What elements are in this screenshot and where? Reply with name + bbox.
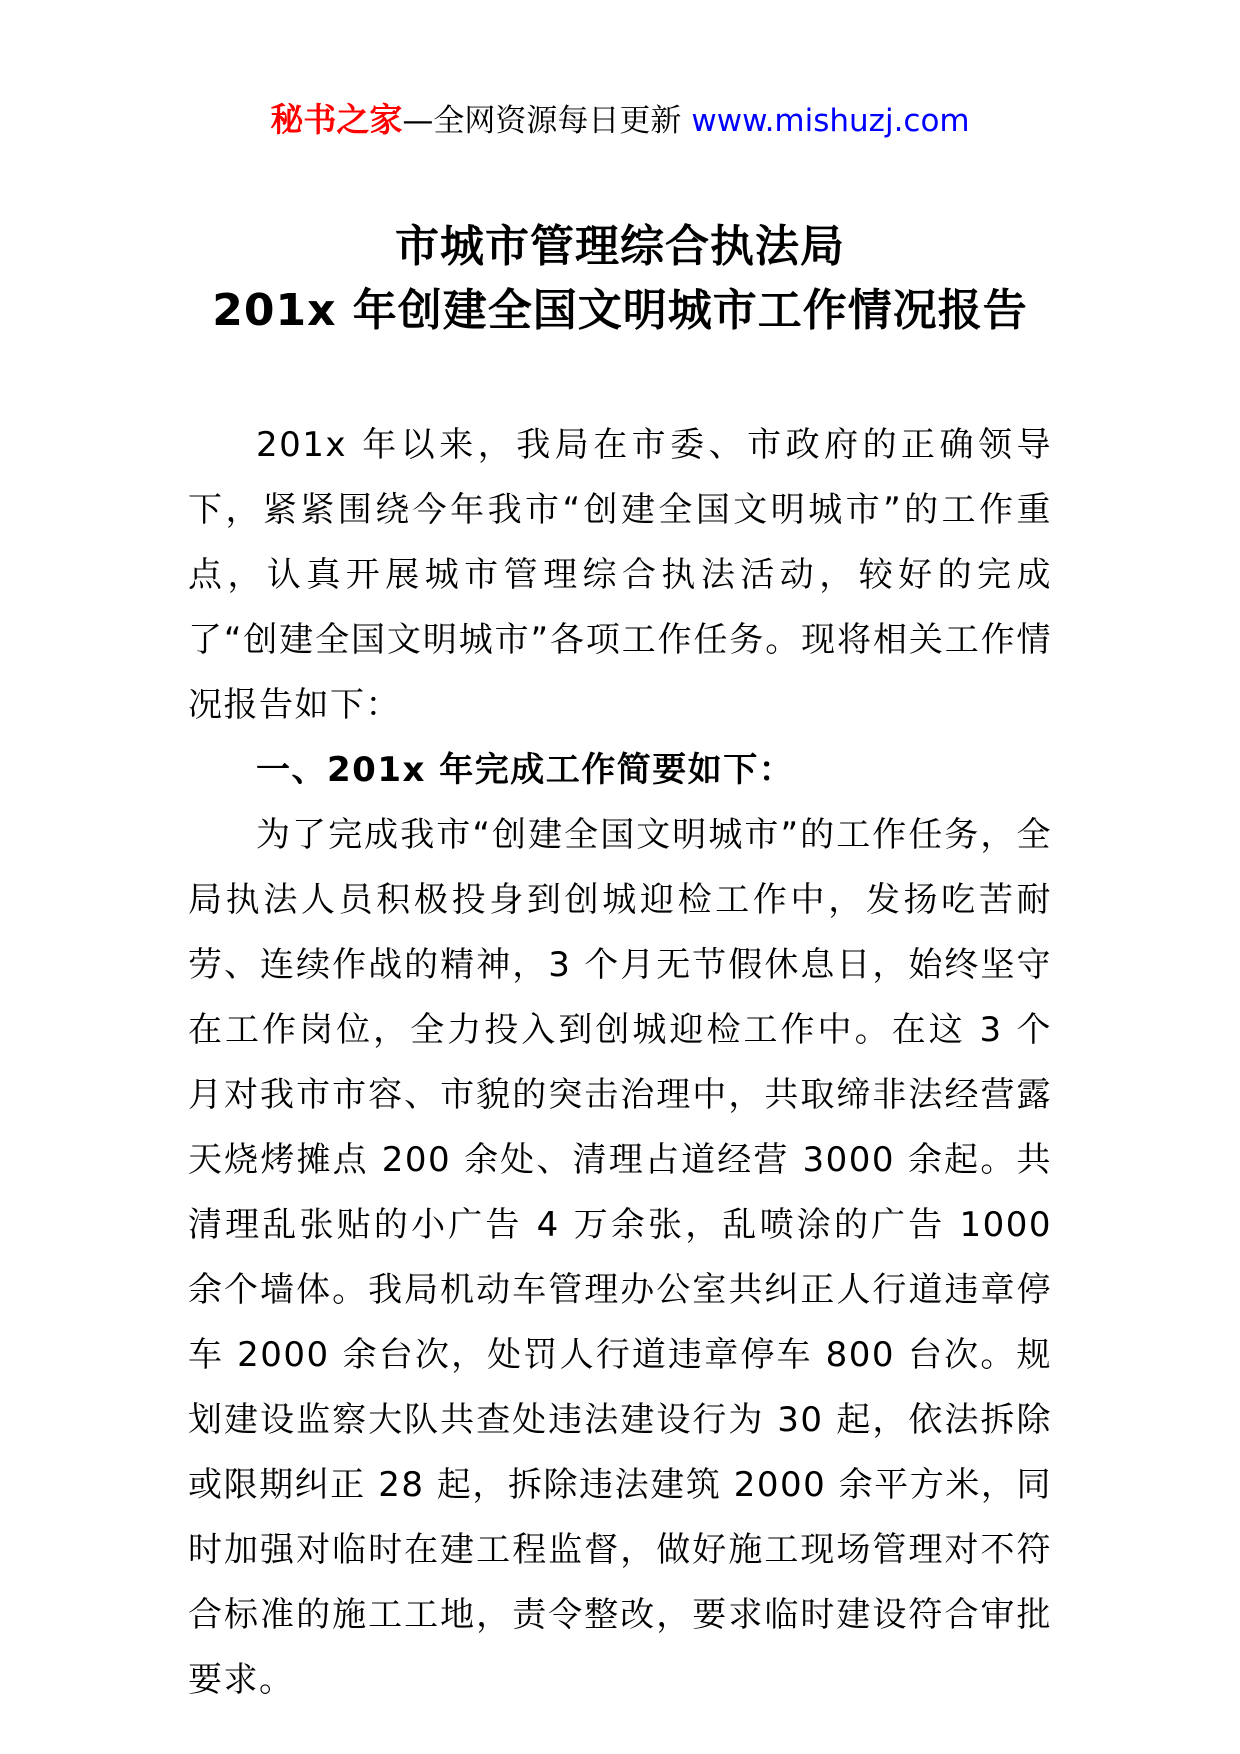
document-body — [188, 413, 1052, 1713]
document-title — [0, 215, 1240, 343]
header-separator: — — [402, 103, 434, 139]
page-header — [0, 100, 1240, 141]
header-tagline: 全网资源每日更新 — [433, 103, 682, 139]
document-title-line1: 市城市管理综合执法局 — [395, 221, 845, 272]
site-name: 秘书之家 — [270, 100, 403, 139]
section-heading-1: 一、201x 年完成工作简要如下： — [256, 750, 795, 790]
body-paragraph-1: 201x 年以来，我局在市委、市政府的正确领导下，紧紧围绕今年我市“创建全国文明城市”的工作重点，认真开展城市管理综合执法活动，较好的完成了“创建全国文明城市”各项工作任务。现将相关工作情况报告如下： — [188, 425, 1052, 725]
body-paragraph-2: 为了完成我市“创建全国文明城市”的工作任务，全局执法人员积极投身到创城迎检工作中，发扬吃苦耐劳、连续作战的精神，3 个月无节假休息日，始终坚守在工作岗位，全力投入到创城迎检工作中。在这 3 个月对我市市容、市貌的突击治理中，共取缔非法经营露天烧烤摊点 200 余处、清理占道经营 3000 余起。共清理乱张贴的小广告 4 万余张，乱喷涂的广告 1000 余个墙体。我局机动车管理办公室共纠正人行道违章停车 2000 余台次，处罚人行道违章停车 800 台次。规划建设监察大队共查处违法建设行为 30 起，依法拆除或限期纠正 28 起，拆除违法建筑 2000 余平方米，同时加强对临时在建工程监督，做好施工现场管理对不符合标准的施工工地，责令整改，要求临时建设符合审批要求。 — [188, 815, 1052, 1700]
document-title-line2: 201x 年创建全国文明城市工作情况报告 — [212, 285, 1028, 336]
site-url-link[interactable]: www.mishuzj.com — [691, 103, 970, 139]
